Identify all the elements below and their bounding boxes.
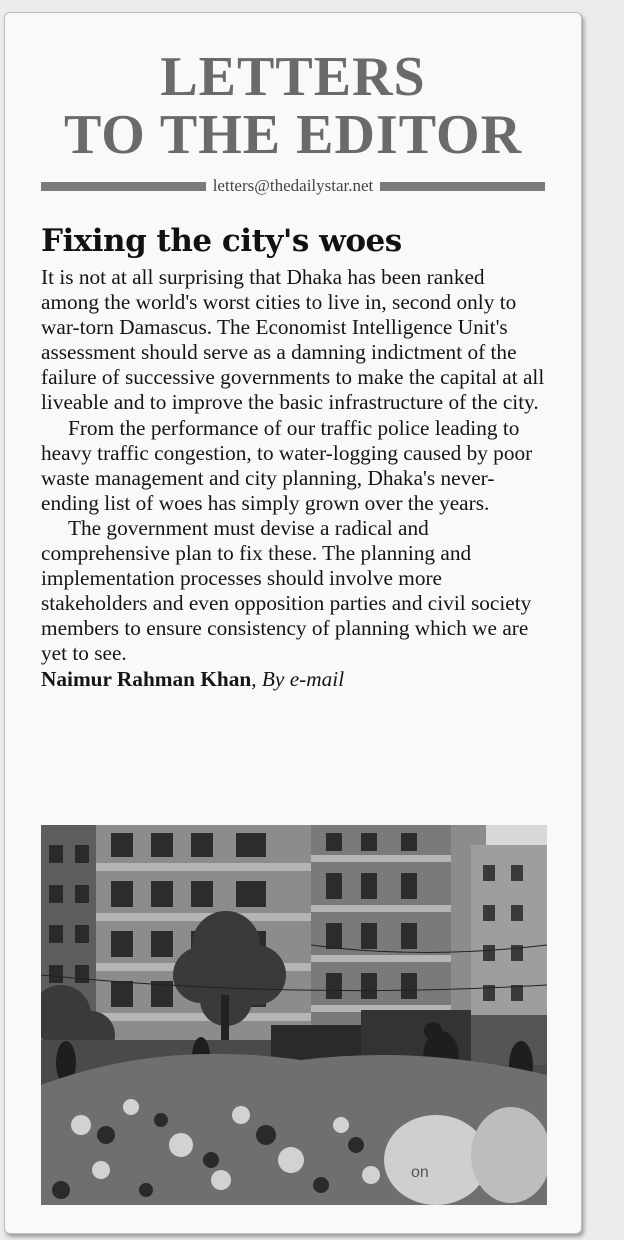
signature-separator: , (251, 666, 262, 691)
submission-method: By e-mail (261, 666, 345, 691)
newspaper-clipping (4, 12, 582, 1234)
section-title-line2: TO THE EDITOR (63, 104, 523, 166)
letter-headline: Fixing the city's woes (41, 223, 402, 259)
divider-right (380, 182, 545, 191)
letter-paragraph: It is not at all surprising that Dhaka has been ranked among the world's worst cities to live in, second only to war-torn Damascus. The Economist Intelligence Unit's assessment should serve as a damning indictment of the failure of successive governments to make the capital at all liveable and to improve the basic infrastructure of the city. (41, 265, 545, 415)
section-title-line1: LETTERS (160, 46, 426, 108)
letter-paragraph: The government must devise a radical and comprehensive plan to fix these. The planning and implementation processes should involve more stakeholders and even opposition parties and civil society members to ensure consistency of planning which we are yet to see. (41, 515, 532, 666)
garbage-street-photo (41, 825, 547, 1205)
email-row (41, 175, 545, 197)
signature-line (41, 667, 547, 692)
letter-body (41, 265, 547, 692)
contact-email[interactable]: letters@thedailystar.net (212, 176, 374, 195)
sack-print: on (411, 1164, 429, 1181)
divider-left (41, 182, 206, 191)
letter-paragraph: From the performance of our traffic police leading to heavy traffic congestion, to water-logging caused by poor waste management and city planning, Dhaka's never-ending list of woes has simply grown over the years. (41, 415, 533, 515)
author-name: Naimur Rahman Khan (41, 666, 252, 691)
